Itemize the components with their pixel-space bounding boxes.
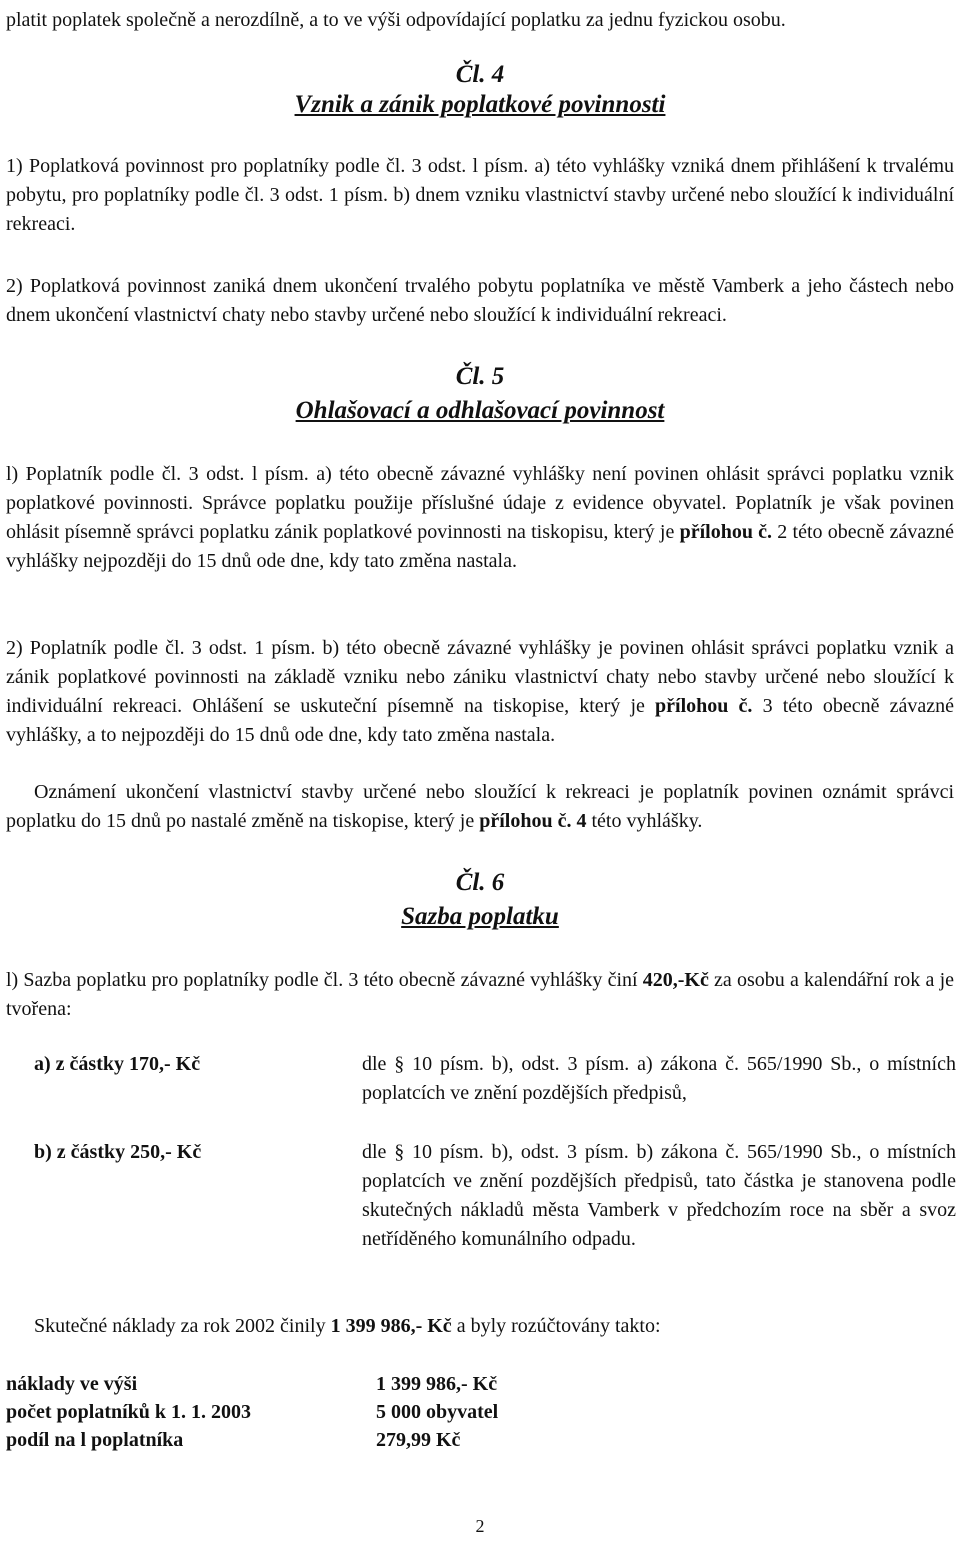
article-5-paragraph-1: l) Poplatník podle čl. 3 odst. l písm. a) této obecně závazné vyhlášky není povinen ohlásit správci poplatku vznik poplatkové povinnosti. Správce poplatku použije příslušné údaje z evidence obyvatel. Poplatník je však povinen ohlásit písemně správci poplatku zánik poplatkové povinnosti na tiskopisu, který je přílohou č. 2 této obecně závazné vyhlášky nejpozději do 15 dnů ode dne, kdy tato změna nastala. — [6, 463, 955, 572]
rate-item-b-text: dle § 10 písm. b), odst. 3 písm. b) zákona č. 565/1990 Sb., o místních poplatcích ve znění pozdějších předpisů, tato částka je stanovena podle skutečných nákladů města Vamberk v předchozím roce na sběr a svoz netříděného komunálního odpadu. — [362, 1141, 956, 1250]
summary-label-share: podíl na l poplatníka — [6, 1429, 184, 1451]
article-4-title: Vznik a zánik poplatkové povinnosti — [294, 91, 666, 118]
article-6-title: Sazba poplatku — [401, 903, 559, 930]
article-5-title: Ohlašovací a odhlašovací povinnost — [295, 397, 665, 424]
article-4-paragraph-2: 2) Poplatková povinnost zaniká dnem ukončení trvalého pobytu poplatníka ve městě Vamberk a jeho částech nebo dnem ukončení vlastnictví chaty nebo stavby určené nebo sloužící k individuální rekreaci. — [6, 275, 954, 326]
summary-value-payers: 5 000 obyvatel — [376, 1401, 499, 1423]
article-5-number: Čl. 5 — [455, 363, 505, 390]
rate-item-a-label: a) z částky 170,- Kč — [34, 1053, 201, 1075]
rate-item-b-label: b) z částky 250,- Kč — [34, 1141, 202, 1163]
summary-label-costs: náklady ve výši — [6, 1373, 138, 1395]
article-4-paragraph-1: 1) Poplatková povinnost pro poplatníky podle čl. 3 odst. l písm. a) této vyhlášky vzniká dnem přihlášení k trvalému pobytu, pro poplatníky podle čl. 3 odst. 1 písm. b) dnem vzniku vlastnictví stavby určené nebo sloužící k individuální rekreaci. — [6, 155, 954, 235]
article-6-number: Čl. 6 — [455, 869, 505, 896]
article-4-number: Čl. 4 — [455, 61, 505, 88]
costs-paragraph: Skutečné náklady za rok 2002 činily 1 399 986,- Kč a byly rozúčtovány takto: — [34, 1315, 661, 1337]
summary-value-costs: 1 399 986,- Kč — [376, 1373, 498, 1395]
page-number: 2 — [475, 1516, 485, 1536]
intro-paragraph: platit poplatek společně a nerozdílně, a to ve výši odpovídající poplatku za jednu fyzickou osobu. — [6, 9, 786, 31]
article-5-paragraph-2: 2) Poplatník podle čl. 3 odst. 1 písm. b) této obecně závazné vyhlášky je povinen ohlásit správci poplatku vznik a zánik poplatkové povinnosti na základě vzniku nebo zániku vlastnictví chaty nebo stavby určené nebo sloužící k individuální rekreaci. Ohlášení se uskuteční písemně na tiskopise, který je přílohou č. 3 této obecně závazné vyhlášky, a to nejpozději do 15 dnů ode dne, kdy tato změna nastala. — [6, 637, 954, 746]
rate-item-a-text: dle § 10 písm. b), odst. 3 písm. a) zákona č. 565/1990 Sb., o místních poplatcích ve znění pozdějších předpisů, — [362, 1053, 956, 1104]
article-5-paragraph-3: Oznámení ukončení vlastnictví stavby určené nebo sloužící k rekreaci je poplatník povinen oznámit správci poplatku do 15 dnů po nastalé změně na tiskopise, který je přílohou č. 4 této vyhlášky. — [6, 781, 954, 832]
summary-label-payers: počet poplatníků k 1. 1. 2003 — [6, 1401, 252, 1423]
article-6-paragraph-1: l) Sazba poplatku pro poplatníky podle čl. 3 této obecně závazné vyhlášky činí 420,-Kč za osobu a kalendářní rok a je tvořena: — [6, 969, 954, 1020]
summary-value-share: 279,99 Kč — [376, 1429, 461, 1451]
